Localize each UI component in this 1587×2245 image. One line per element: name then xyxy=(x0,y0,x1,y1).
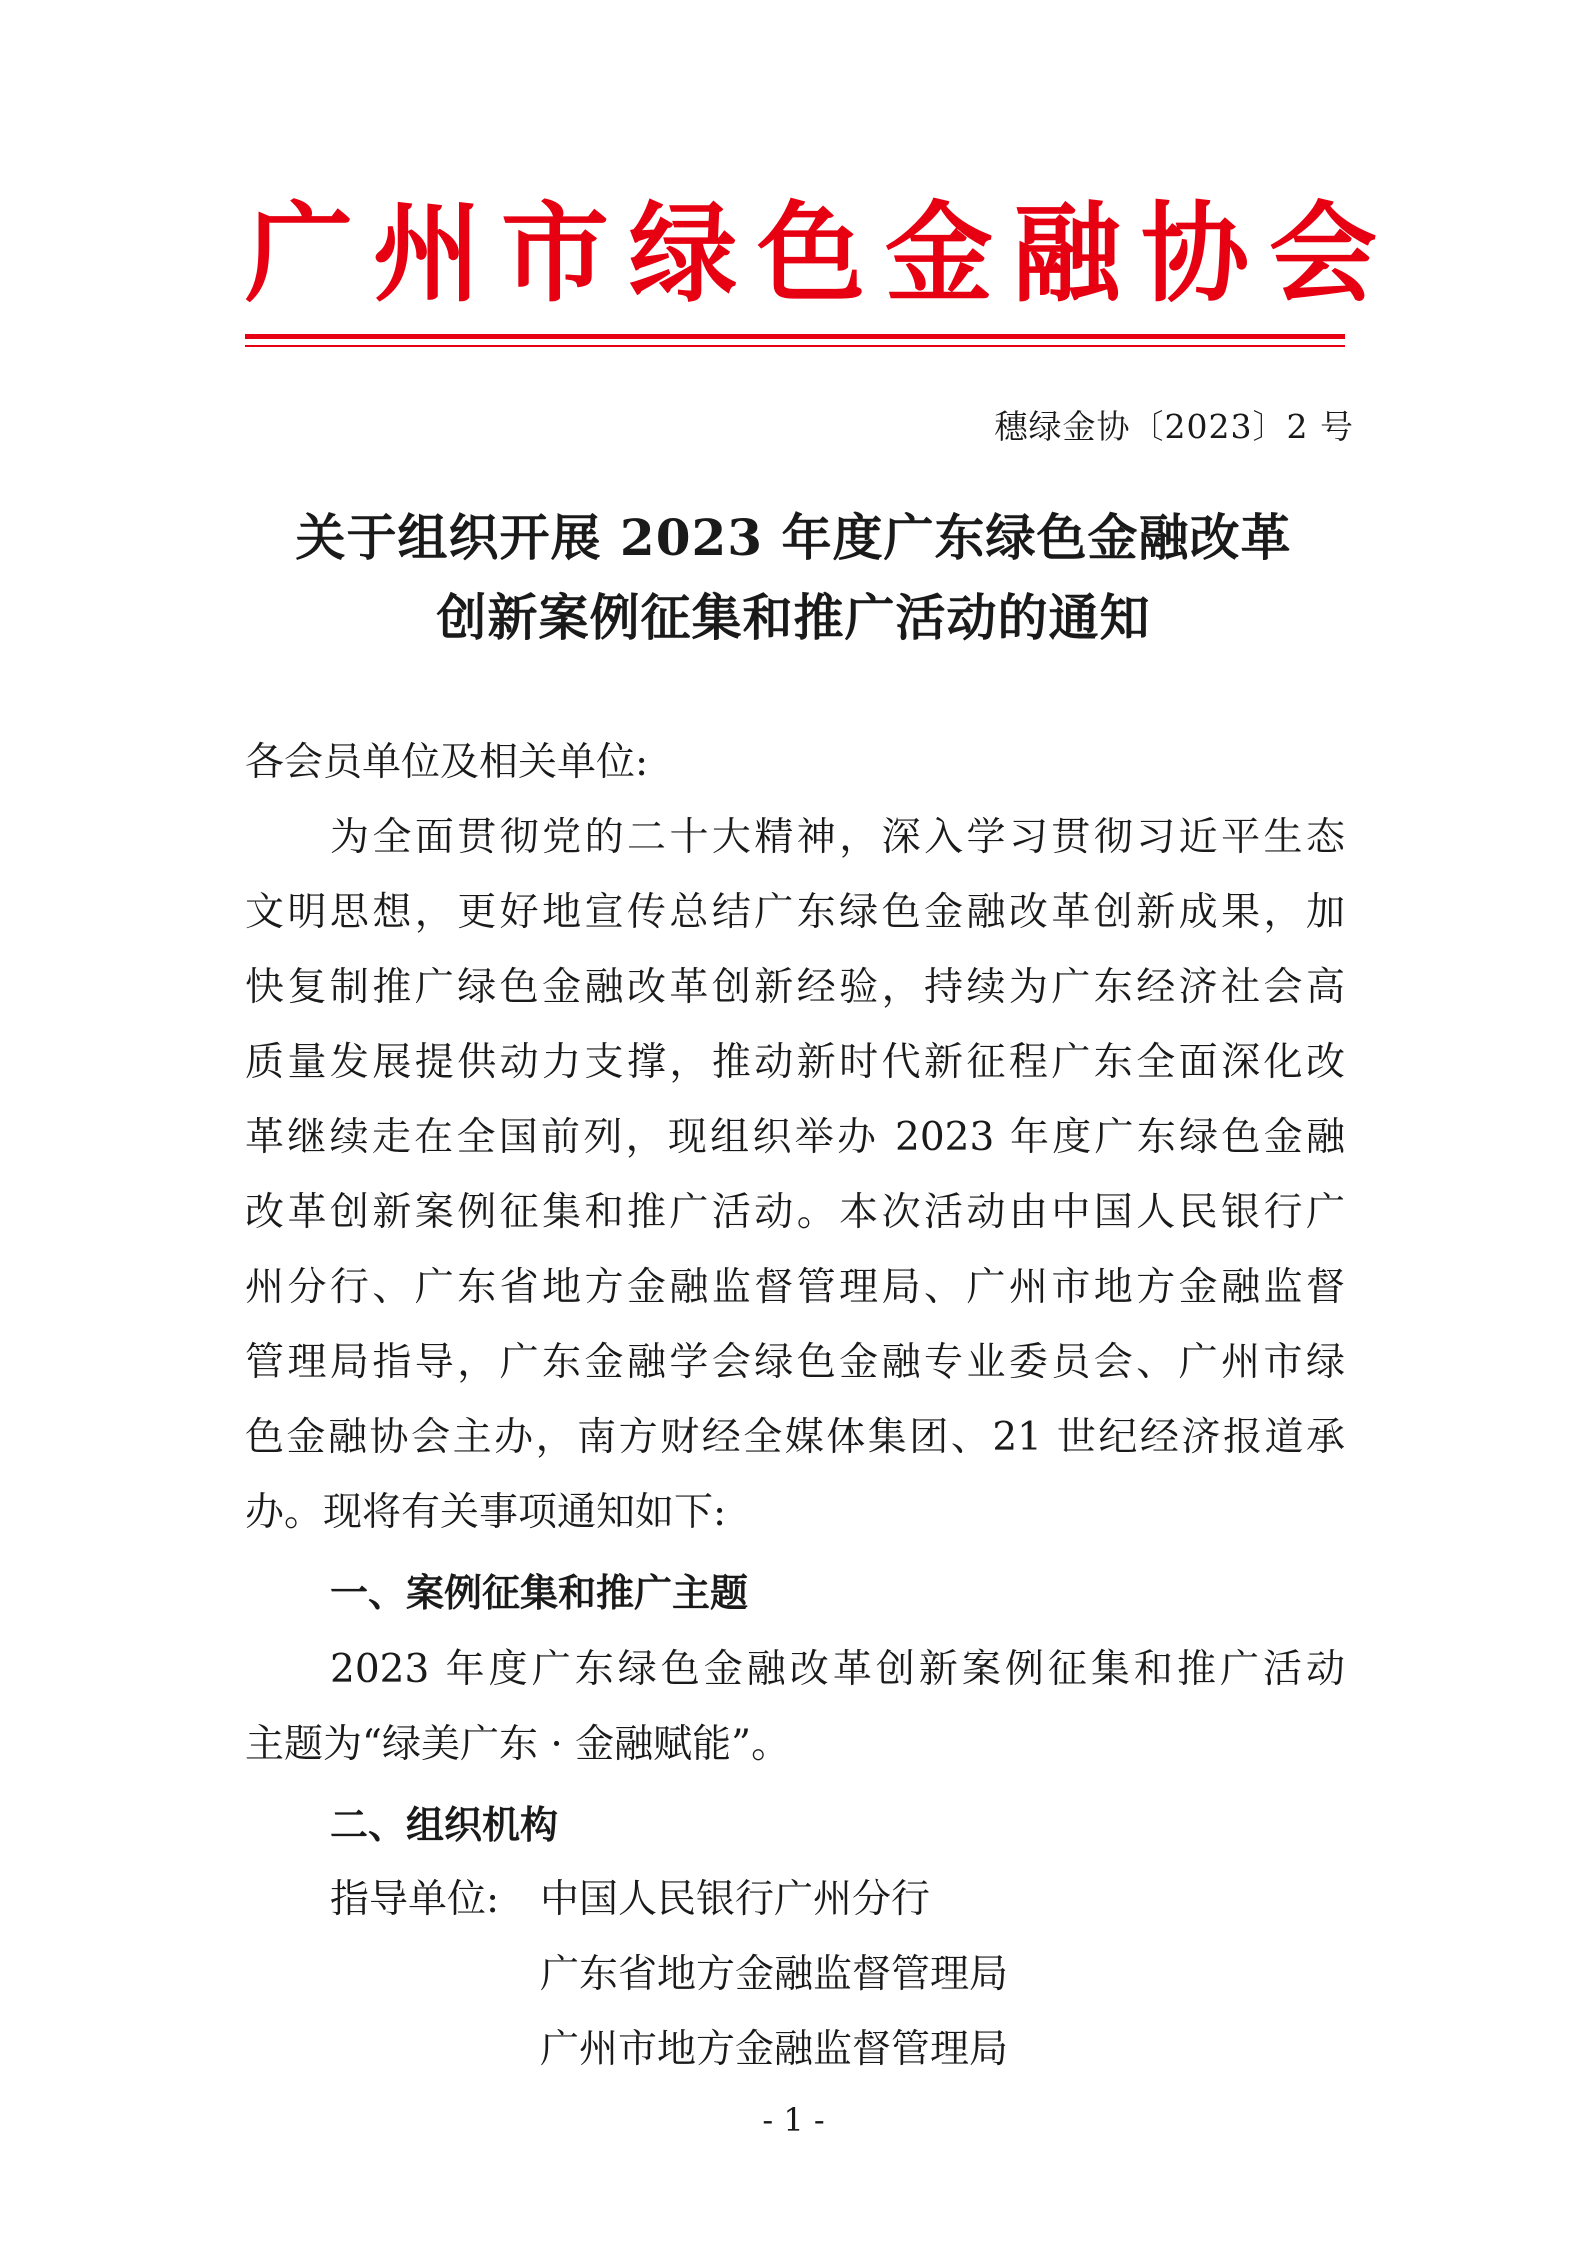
header-divider-thin xyxy=(245,345,1345,347)
guidance-unit: 广东省地方金融监督管理局 xyxy=(540,1952,1009,1997)
paragraph-line: 色金融协会主办，南方财经全媒体集团、21 世纪经济报道承 xyxy=(245,1415,1345,1460)
header-divider-thick xyxy=(245,334,1345,339)
paragraph-line: 快复制推广绿色金融改革创新经验，持续为广东经济社会高 xyxy=(245,965,1345,1010)
guidance-unit: 中国人民银行广州分行 xyxy=(540,1877,931,1922)
page-number: - 1 - xyxy=(762,2101,825,2139)
guidance-label: 指导单位: xyxy=(330,1877,500,1922)
paragraph-line: 办。现将有关事项通知如下: xyxy=(245,1490,727,1535)
guidance-unit: 广州市地方金融监督管理局 xyxy=(540,2027,1009,2072)
paragraph-line: 改革创新案例征集和推广活动。本次活动由中国人民银行广 xyxy=(245,1190,1345,1235)
section-1-heading: 一、案例征集和推广主题 xyxy=(330,1571,749,1615)
organization-header: 广州市绿色金融协会 xyxy=(245,192,1398,317)
paragraph-line: 州分行、广东省地方金融监督管理局、广州市地方金融监督 xyxy=(245,1265,1345,1310)
paragraph-line: 革继续走在全国前列，现组织举办 2023 年度广东绿色金融 xyxy=(245,1115,1345,1160)
section-1-text-line: 主题为“绿美广东 · 金融赋能”。 xyxy=(245,1722,791,1767)
title-line-1: 关于组织开展 2023 年度广东绿色金融改革 xyxy=(295,508,1292,567)
paragraph-line: 质量发展提供动力支撑，推动新时代新征程广东全面深化改 xyxy=(245,1040,1345,1085)
paragraph-line: 文明思想，更好地宣传总结广东绿色金融改革创新成果，加 xyxy=(245,890,1345,935)
section-1-text-line: 2023 年度广东绿色金融改革创新案例征集和推广活动 xyxy=(330,1647,1345,1692)
paragraph-line: 为全面贯彻党的二十大精神，深入学习贯彻习近平生态 xyxy=(330,815,1345,860)
section-2-heading: 二、组织机构 xyxy=(330,1803,559,1847)
title-line-2: 创新案例征集和推广活动的通知 xyxy=(436,588,1151,647)
paragraph-line: 管理局指导，广东金融学会绿色金融专业委员会、广州市绿 xyxy=(245,1340,1345,1385)
document-title xyxy=(200,498,1387,658)
salutation: 各会员单位及相关单位: xyxy=(245,740,649,785)
document-number: 穗绿金协〔2023〕2 号 xyxy=(994,407,1354,446)
